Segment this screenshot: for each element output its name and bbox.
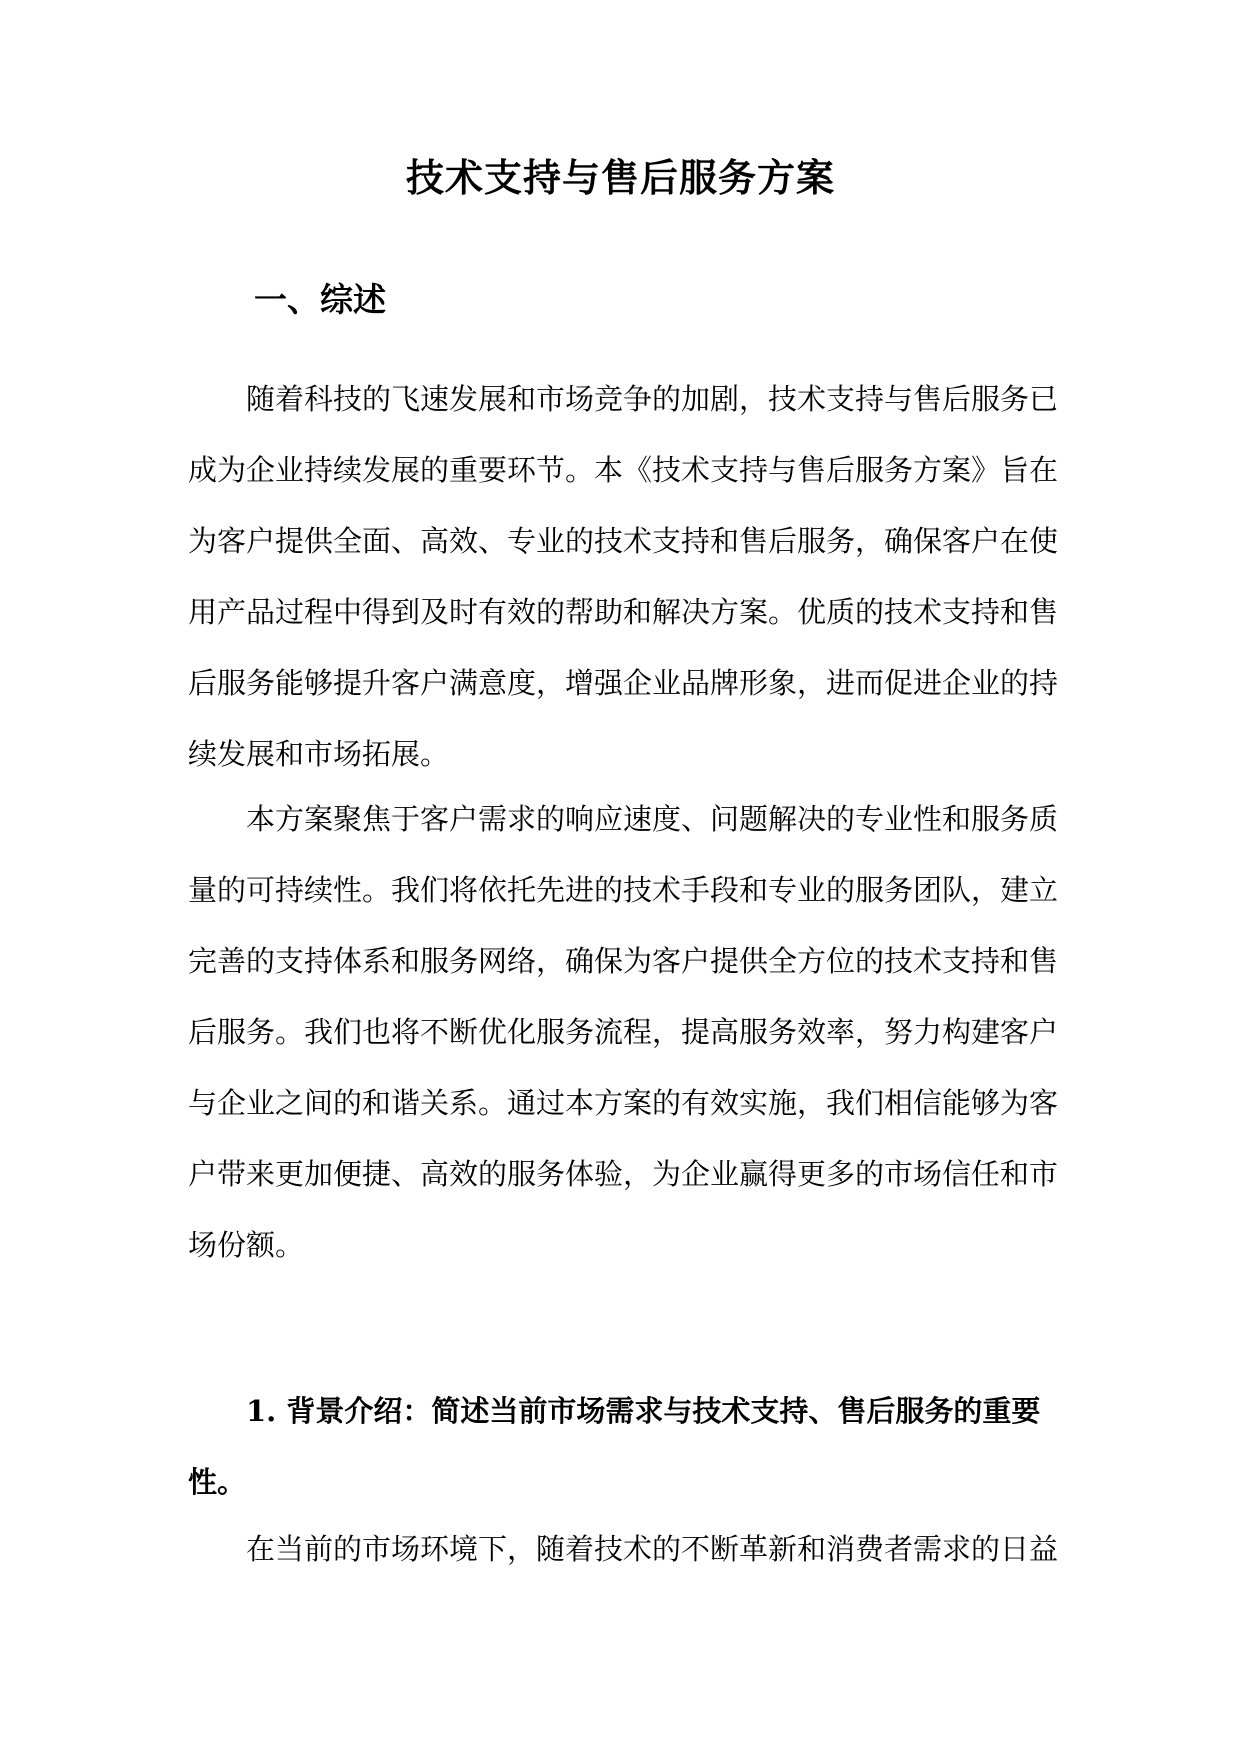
paragraph-overview-1: 随着科技的飞速发展和市场竞争的加剧，技术支持与售后服务已成为企业持续发展的重要环节。本《技术支持与售后服务方案》旨在为客户提供全面、高效、专业的技术支持和售后服务，确保客户在使用产品过程中得到及时有效的帮助和解决方案。优质的技术支持和售后服务能够提升客户满意度，增强企业品牌形象，进而促进企业的持续发展和市场拓展。 xyxy=(188,382,1059,771)
document-title: 技术支持与售后服务方案 xyxy=(405,155,835,200)
subsection-heading: 1. 背景介绍：简述当前市场需求与技术支持、售后服务的重要性。 xyxy=(188,1394,1041,1499)
section-heading: 一、综述 xyxy=(254,280,386,319)
paragraph-background: 在当前的市场环境下，随着技术的不断革新和消费者需求的日益 xyxy=(246,1532,1059,1566)
paragraph-overview-2: 本方案聚焦于客户需求的响应速度、问题解决的专业性和服务质量的可持续性。我们将依托先进的技术手段和专业的服务团队，建立完善的支持体系和服务网络，确保为客户提供全方位的技术支持和售后服务。我们也将不断优化服务流程，提高服务效率，努力构建客户与企业之间的和谐关系。通过本方案的有效实施，我们相信能够为客户带来更加便捷、高效的服务体验，为企业赢得更多的市场信任和市场份额。 xyxy=(188,802,1059,1262)
